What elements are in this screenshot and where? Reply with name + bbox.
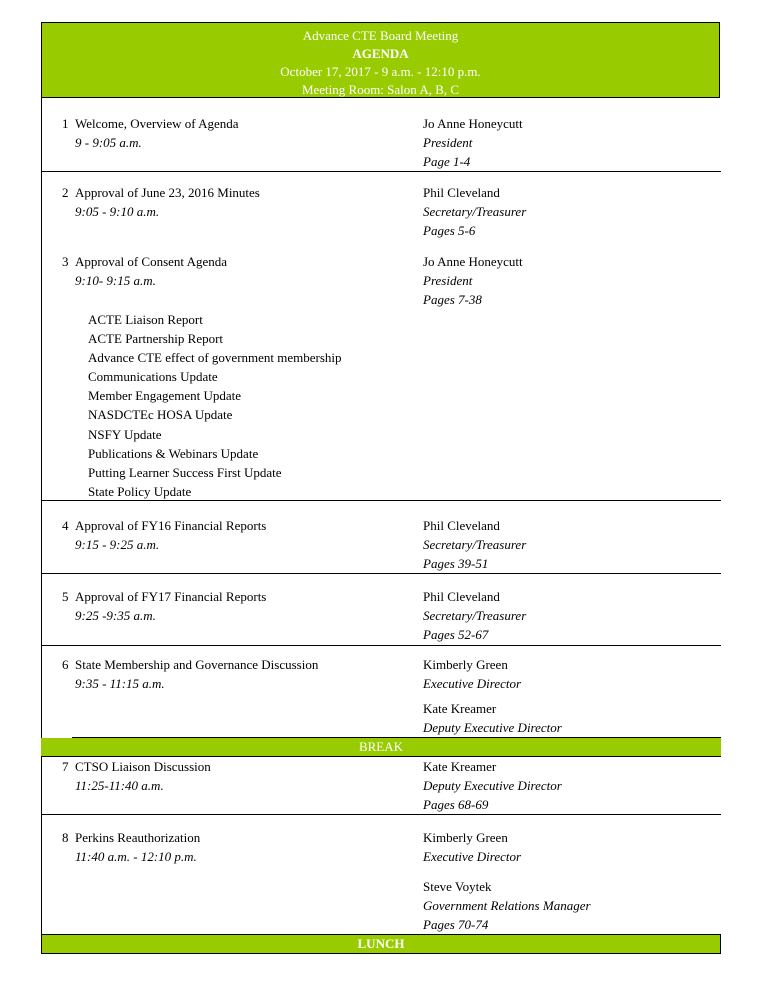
item-3-number: 3: [62, 254, 69, 269]
item-7-time: 11:25-11:40 a.m.: [75, 778, 164, 793]
item-5-time: 9:25 -9:35 a.m.: [75, 608, 156, 623]
item-4-presenter-name: Phil Cleveland: [423, 518, 500, 533]
item-1-presenter-name: Jo Anne Honeycutt: [423, 116, 523, 131]
item-6-title: State Membership and Governance Discussion: [75, 657, 319, 672]
consent-subitem: NSFY Update: [88, 427, 162, 442]
consent-subitem: Putting Learner Success First Update: [88, 465, 282, 480]
item-4-title: Approval of FY16 Financial Reports: [75, 518, 267, 533]
item-5-number: 5: [62, 589, 69, 604]
item-2-pages: Pages 5-6: [423, 223, 476, 238]
divider: [41, 171, 721, 172]
item-6-number: 6: [62, 657, 69, 672]
divider: [41, 645, 721, 646]
item-5-presenter-role: Secretary/Treasurer: [423, 608, 527, 623]
divider: [41, 573, 721, 574]
divider: [41, 500, 721, 501]
item-2-presenter-role: Secretary/Treasurer: [423, 204, 527, 219]
consent-subitem: Member Engagement Update: [88, 388, 242, 403]
item-4-presenter-role: Secretary/Treasurer: [423, 537, 527, 552]
agenda-header: [41, 22, 720, 98]
left-border: [41, 98, 42, 952]
consent-subitem: ACTE Liaison Report: [88, 312, 203, 327]
item-3-time: 9:10- 9:15 a.m.: [75, 273, 156, 288]
item-6-presenter-2-role: Deputy Executive Director: [423, 720, 562, 735]
divider: [41, 814, 721, 815]
meeting-title: Advance CTE Board Meeting: [302, 28, 459, 43]
item-4-pages: Pages 39-51: [423, 556, 489, 571]
item-8-time: 11:40 a.m. - 12:10 p.m.: [75, 849, 197, 864]
item-8-presenter-2-name: Steve Voytek: [423, 879, 492, 894]
item-2-number: 2: [62, 185, 69, 200]
item-5-title: Approval of FY17 Financial Reports: [75, 589, 267, 604]
item-3-presenter-name: Jo Anne Honeycutt: [423, 254, 523, 269]
meeting-date-time: October 17, 2017 - 9 a.m. - 12:10 p.m.: [280, 64, 481, 79]
item-7-number: 7: [62, 759, 69, 774]
item-1-pages: Page 1-4: [423, 154, 471, 169]
item-1-time: 9 - 9:05 a.m.: [75, 135, 142, 150]
agenda-label: AGENDA: [352, 46, 409, 61]
item-5-presenter-name: Phil Cleveland: [423, 589, 500, 604]
consent-subitem: ACTE Partnership Report: [88, 331, 224, 346]
item-8-title: Perkins Reauthorization: [75, 830, 201, 845]
consent-subitem: Communications Update: [88, 369, 218, 384]
meeting-room: Meeting Room: Salon A, B, C: [301, 82, 460, 97]
item-3-presenter-role: President: [423, 273, 473, 288]
item-8-pages: Pages 70-74: [423, 917, 489, 932]
item-1-number: 1: [62, 116, 69, 131]
consent-subitem: Publications & Webinars Update: [88, 446, 259, 461]
item-5-pages: Pages 52-67: [423, 627, 489, 642]
item-6-presenter-role: Executive Director: [423, 676, 522, 691]
item-7-presenter-role: Deputy Executive Director: [423, 778, 562, 793]
item-1-title: Welcome, Overview of Agenda: [75, 116, 239, 131]
item-7-presenter-name: Kate Kreamer: [423, 759, 497, 774]
item-8-presenter-role: Executive Director: [423, 849, 522, 864]
item-6-presenter-2-name: Kate Kreamer: [423, 701, 497, 716]
item-7-title: CTSO Liaison Discussion: [75, 759, 211, 774]
consent-subitem: Advance CTE effect of government membership: [88, 350, 342, 365]
item-8-number: 8: [62, 830, 69, 845]
item-6-time: 9:35 - 11:15 a.m.: [75, 676, 165, 691]
item-1-presenter-role: President: [423, 135, 473, 150]
item-4-time: 9:15 - 9:25 a.m.: [75, 537, 160, 552]
consent-subitem: NASDCTEc HOSA Update: [88, 407, 233, 422]
item-8-presenter-2-role: Government Relations Manager: [423, 898, 591, 913]
item-3-title: Approval of Consent Agenda: [75, 254, 228, 269]
break-band: BREAK: [41, 738, 721, 756]
item-3-pages: Pages 7-38: [423, 292, 482, 307]
divider: [41, 756, 721, 757]
item-8-presenter-name: Kimberly Green: [423, 830, 508, 845]
item-2-presenter-name: Phil Cleveland: [423, 185, 500, 200]
item-7-pages: Pages 68-69: [423, 797, 489, 812]
item-2-title: Approval of June 23, 2016 Minutes: [75, 185, 260, 200]
item-4-number: 4: [62, 518, 69, 533]
consent-subitem: State Policy Update: [88, 484, 192, 499]
lunch-band: LUNCH: [41, 934, 721, 954]
item-2-time: 9:05 - 9:10 a.m.: [75, 204, 160, 219]
item-6-presenter-name: Kimberly Green: [423, 657, 508, 672]
